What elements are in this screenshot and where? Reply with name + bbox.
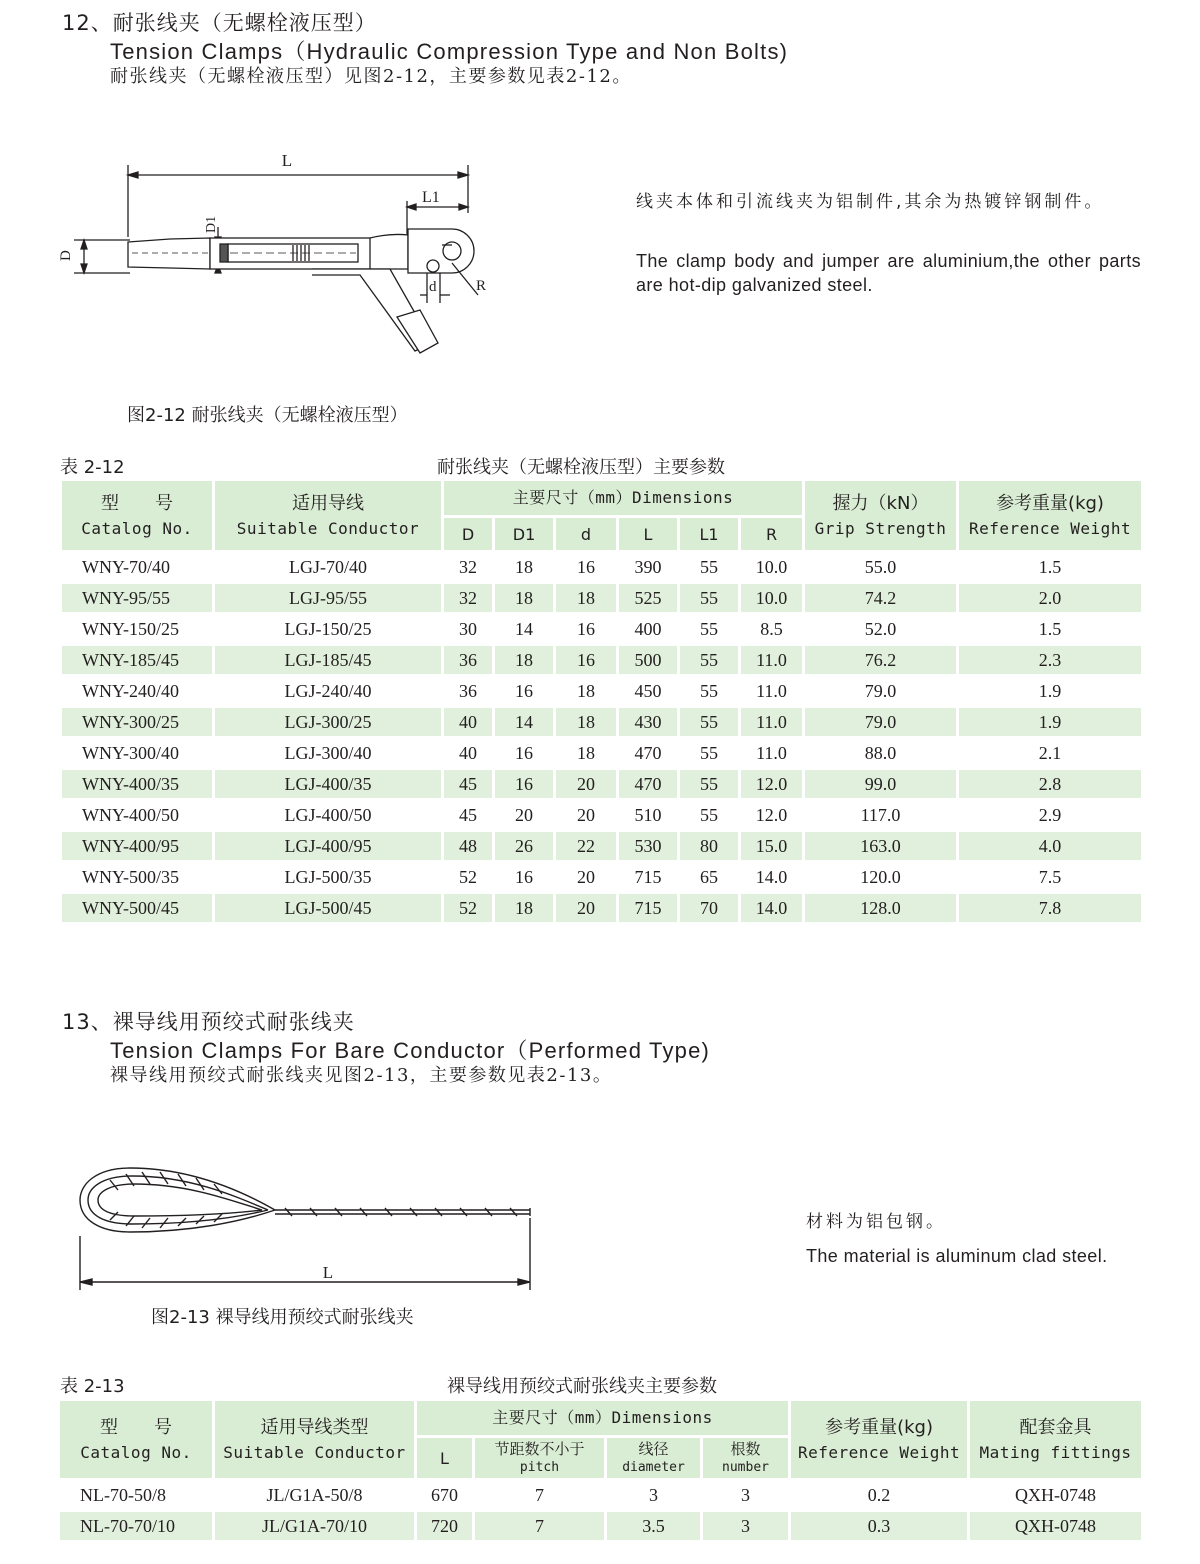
table-cell: 0.3 (790, 1511, 969, 1542)
table-cell: 16 (555, 552, 618, 583)
table-cell: 3 (606, 1480, 702, 1511)
table-cell: 11.0 (740, 676, 804, 707)
table-cell: 20 (555, 800, 618, 831)
table-cell: 117.0 (804, 800, 958, 831)
table-cell: 45 (443, 800, 494, 831)
table-cell: 11.0 (740, 645, 804, 676)
table-cell: 14.0 (740, 893, 804, 924)
table-cell: LGJ-185/45 (214, 645, 443, 676)
table-cell: 1.5 (958, 614, 1143, 645)
table-cell: WNY-300/40 (61, 738, 214, 769)
table-cell: 3 (702, 1511, 790, 1542)
header-grip-strength: 握力（kN） Grip Strength (804, 480, 958, 552)
table-cell: 16 (494, 769, 555, 800)
table-cell: NL-70-50/8 (59, 1480, 214, 1511)
table-cell: 55 (679, 676, 740, 707)
table-cell: 11.0 (740, 707, 804, 738)
tension-clamp-drawing (60, 145, 500, 375)
drawing-label-d: d (429, 279, 437, 295)
table-cell: 32 (443, 583, 494, 614)
table-row (61, 614, 1143, 645)
table-cell: 55.0 (804, 552, 958, 583)
table-cell: 2.1 (958, 738, 1143, 769)
table-row (61, 707, 1143, 738)
table-cell: 20 (555, 769, 618, 800)
table-cell: LGJ-400/35 (214, 769, 443, 800)
table-cell: 10.0 (740, 552, 804, 583)
table-cell: 18 (494, 583, 555, 614)
table-cell: 18 (555, 707, 618, 738)
table-cell: LGJ-300/25 (214, 707, 443, 738)
table-cell: 8.5 (740, 614, 804, 645)
table-row (61, 893, 1143, 924)
table-cell: 16 (555, 614, 618, 645)
table-cell: LGJ-95/55 (214, 583, 443, 614)
table-cell: 32 (443, 552, 494, 583)
table-cell: LGJ-500/45 (214, 893, 443, 924)
table-cell: 45 (443, 769, 494, 800)
table-cell: 26 (494, 831, 555, 862)
table-cell: 530 (618, 831, 679, 862)
table-cell: 55 (679, 645, 740, 676)
table-row (61, 676, 1143, 707)
drawing-label-R: R (476, 278, 487, 294)
table-cell: 36 (443, 645, 494, 676)
table-row (61, 862, 1143, 893)
header-pitch: 节距数不小于 pitch (474, 1437, 606, 1480)
table-cell: WNY-150/25 (61, 614, 214, 645)
table-cell: 48 (443, 831, 494, 862)
header-reference-weight: 参考重量(kg) Reference Weight (958, 480, 1143, 552)
header-catalog: 型 号 Catalog No. (61, 480, 214, 552)
table-cell: WNY-70/40 (61, 552, 214, 583)
table-cell: 16 (494, 738, 555, 769)
table-cell: WNY-300/25 (61, 707, 214, 738)
table-cell: 80 (679, 831, 740, 862)
table-cell: NL-70-70/10 (59, 1511, 214, 1542)
table-cell: WNY-185/45 (61, 645, 214, 676)
table-cell: 128.0 (804, 893, 958, 924)
table-cell: 16 (494, 862, 555, 893)
table-cell: 18 (494, 552, 555, 583)
section12-title-en: Tension Clamps（Hydraulic Compression Type and Non Bolts) (110, 39, 789, 64)
table-row (61, 831, 1143, 862)
table-cell: 65 (679, 862, 740, 893)
table-cell: 500 (618, 645, 679, 676)
section13-reference: 裸导线用预绞式耐张线夹见图2-13，主要参数见表2-13。 (110, 1065, 613, 1086)
header-dimensions: 主要尺寸（mm）Dimensions (443, 480, 804, 517)
table-row (61, 800, 1143, 831)
table-cell: 12.0 (740, 769, 804, 800)
table-cell: 16 (555, 645, 618, 676)
table-cell: LGJ-300/40 (214, 738, 443, 769)
table-row (61, 583, 1143, 614)
table-cell: JL/G1A-50/8 (214, 1480, 416, 1511)
table-row (61, 645, 1143, 676)
table-cell: 20 (555, 862, 618, 893)
header-dim-L: L (416, 1437, 474, 1480)
table-cell: 30 (443, 614, 494, 645)
table-cell: 99.0 (804, 769, 958, 800)
drawing-label-D: D (58, 250, 74, 261)
table-cell: 2.0 (958, 583, 1143, 614)
table-cell: 7 (474, 1480, 606, 1511)
header-number: 根数 number (702, 1437, 790, 1480)
table-cell: 715 (618, 862, 679, 893)
table-cell: 0.2 (790, 1480, 969, 1511)
table-2-12-label: 表 2-12 (60, 457, 125, 478)
table-2-13-title: 裸导线用预绞式耐张线夹主要参数 (447, 1376, 717, 1397)
table-cell: 16 (494, 676, 555, 707)
table-cell: WNY-240/40 (61, 676, 214, 707)
table-cell: WNY-400/95 (61, 831, 214, 862)
table-cell: WNY-500/35 (61, 862, 214, 893)
table-cell: 55 (679, 614, 740, 645)
table-cell: 400 (618, 614, 679, 645)
table-cell: WNY-500/45 (61, 893, 214, 924)
table-cell: 55 (679, 552, 740, 583)
table-2-13-label: 表 2-13 (60, 1376, 125, 1397)
table-cell: 14 (494, 707, 555, 738)
table-cell: 40 (443, 738, 494, 769)
table-cell: LGJ-400/95 (214, 831, 443, 862)
table-cell: 1.5 (958, 552, 1143, 583)
table-row (61, 738, 1143, 769)
table-cell: 3 (702, 1480, 790, 1511)
table-cell: 7 (474, 1511, 606, 1542)
table-cell: 18 (555, 676, 618, 707)
table-cell: 52 (443, 862, 494, 893)
table-cell: 22 (555, 831, 618, 862)
header-reference-weight: 参考重量(kg) Reference Weight (790, 1400, 969, 1480)
section13-note-zh: 材料为铝包钢。 (806, 1212, 946, 1232)
table-2-12-title: 耐张线夹（无螺栓液压型）主要参数 (437, 457, 725, 478)
table-2-12 (59, 478, 1144, 925)
header-mating-fittings: 配套金具 Mating fittings (969, 1400, 1143, 1480)
section12-reference: 耐张线夹（无螺栓液压型）见图2-12，主要参数见表2-12。 (110, 66, 632, 87)
table-cell: 470 (618, 738, 679, 769)
header-dim-D: D (443, 517, 494, 552)
table-cell: 2.8 (958, 769, 1143, 800)
table-cell: QXH-0748 (969, 1511, 1143, 1542)
header-dim-d: d (555, 517, 618, 552)
section12-note-zh: 线夹本体和引流线夹为铝制件,其余为热镀锌钢制件。 (636, 192, 1105, 212)
table-cell: 18 (555, 738, 618, 769)
section13-title-en: Tension Clamps For Bare Conductor（Performed Type) (110, 1038, 711, 1063)
table-2-13 (57, 1398, 1144, 1543)
table-cell: WNY-400/35 (61, 769, 214, 800)
table-cell: LGJ-150/25 (214, 614, 443, 645)
table-cell: 1.9 (958, 707, 1143, 738)
section13-note-en: The material is aluminum clad steel. (806, 1246, 1108, 1266)
table-cell: 55 (679, 738, 740, 769)
table-cell: 720 (416, 1511, 474, 1542)
header-dim-D1: D1 (494, 517, 555, 552)
header-dim-L1: L1 (679, 517, 740, 552)
table-row (59, 1511, 1143, 1542)
table-cell: 55 (679, 800, 740, 831)
table-cell: 79.0 (804, 707, 958, 738)
figure-2-13-caption: 图2-13 裸导线用预绞式耐张线夹 (151, 1307, 414, 1328)
table-cell: 390 (618, 552, 679, 583)
header-dim-R: R (740, 517, 804, 552)
header-conductor-type: 适用导线类型 Suitable Conductor (214, 1400, 416, 1480)
drawing-label-L: L (281, 151, 293, 170)
table-cell: LGJ-500/35 (214, 862, 443, 893)
table-cell: 4.0 (958, 831, 1143, 862)
header-diameter: 线径 diameter (606, 1437, 702, 1480)
drawing-label-L1: L1 (422, 189, 440, 206)
table-cell: 430 (618, 707, 679, 738)
table-cell: JL/G1A-70/10 (214, 1511, 416, 1542)
table-cell: 470 (618, 769, 679, 800)
table-row (59, 1480, 1143, 1511)
table-cell: 20 (555, 893, 618, 924)
table-cell: 670 (416, 1480, 474, 1511)
table-cell: 55 (679, 707, 740, 738)
table-cell: 70 (679, 893, 740, 924)
table-cell: 7.8 (958, 893, 1143, 924)
table-cell: WNY-400/50 (61, 800, 214, 831)
table-cell: 40 (443, 707, 494, 738)
header-dim-L: L (618, 517, 679, 552)
table-cell: 2.9 (958, 800, 1143, 831)
section13-title: 13、裸导线用预绞式耐张线夹 (62, 1010, 355, 1034)
figure-2-12-caption: 图2-12 耐张线夹（无螺栓液压型） (127, 405, 408, 426)
table-cell: 15.0 (740, 831, 804, 862)
table-cell: 120.0 (804, 862, 958, 893)
table-cell: 74.2 (804, 583, 958, 614)
table-cell: WNY-95/55 (61, 583, 214, 614)
table-cell: 55 (679, 769, 740, 800)
table-cell: 450 (618, 676, 679, 707)
table-row (61, 769, 1143, 800)
table-cell: 14.0 (740, 862, 804, 893)
table-cell: 510 (618, 800, 679, 831)
table-cell: 14 (494, 614, 555, 645)
table-cell: 88.0 (804, 738, 958, 769)
table-cell: 55 (679, 583, 740, 614)
table-cell: LGJ-70/40 (214, 552, 443, 583)
table-cell: QXH-0748 (969, 1480, 1143, 1511)
drawing-label-D1: D1 (204, 215, 219, 233)
table-cell: 10.0 (740, 583, 804, 614)
table-cell: 18 (555, 583, 618, 614)
section12-note-en: The clamp body and jumper are aluminium,the other parts are hot-dip galvanized steel. (636, 251, 1141, 295)
table-cell: LGJ-400/50 (214, 800, 443, 831)
table-cell: 76.2 (804, 645, 958, 676)
table-cell: 18 (494, 645, 555, 676)
table-cell: 7.5 (958, 862, 1143, 893)
table-cell: 3.5 (606, 1511, 702, 1542)
table-cell: 79.0 (804, 676, 958, 707)
table-cell: 11.0 (740, 738, 804, 769)
header-conductor: 适用导线 Suitable Conductor (214, 480, 443, 552)
table-cell: LGJ-240/40 (214, 676, 443, 707)
header-dimensions: 主要尺寸（mm）Dimensions (416, 1400, 790, 1437)
preformed-clamp-drawing (70, 1160, 540, 1295)
table-cell: 163.0 (804, 831, 958, 862)
drawing-label-L: L (322, 1263, 334, 1282)
table-cell: 12.0 (740, 800, 804, 831)
table-cell: 525 (618, 583, 679, 614)
table-cell: 1.9 (958, 676, 1143, 707)
table-cell: 715 (618, 893, 679, 924)
table-cell: 36 (443, 676, 494, 707)
table-row (61, 552, 1143, 583)
table-cell: 52.0 (804, 614, 958, 645)
section12-title: 12、耐张线夹（无螺栓液压型） (62, 11, 377, 35)
table-cell: 20 (494, 800, 555, 831)
table-cell: 2.3 (958, 645, 1143, 676)
table-cell: 52 (443, 893, 494, 924)
table-cell: 18 (494, 893, 555, 924)
header-catalog: 型 号 Catalog No. (59, 1400, 214, 1480)
